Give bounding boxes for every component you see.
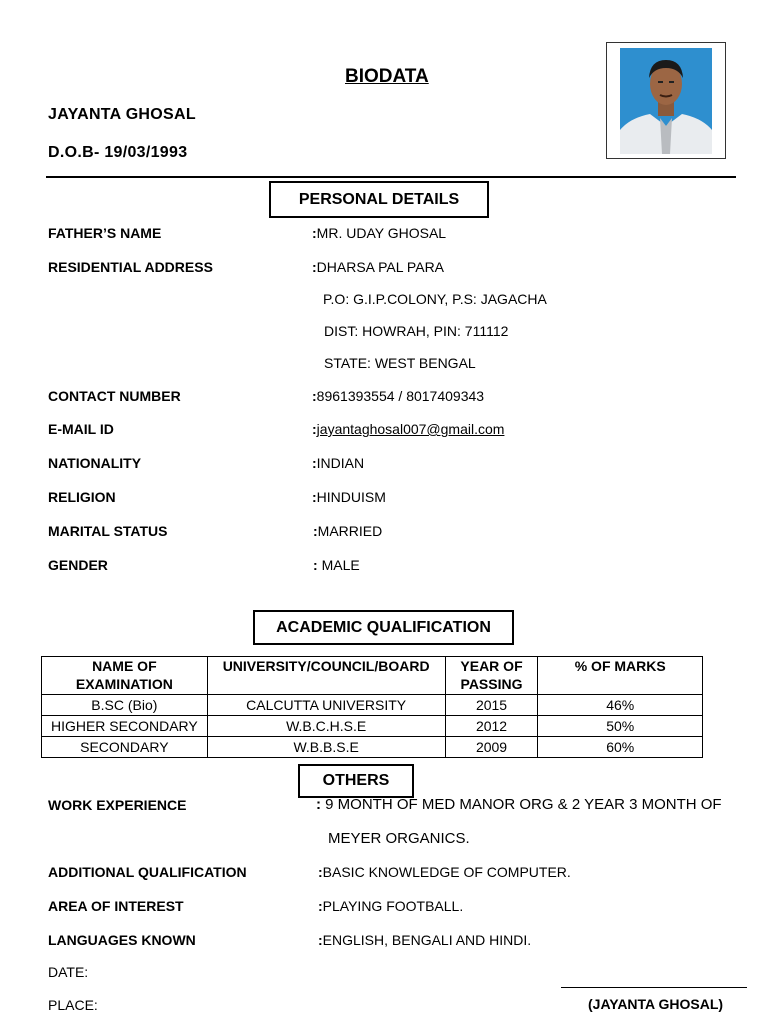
address-line-1: DHARSA PAL PARA (316, 259, 445, 275)
father-name-value: MR. UDAY GHOSAL (316, 225, 447, 241)
work-experience-row (316, 796, 722, 813)
religion-label: RELIGION (48, 489, 116, 505)
cell-board: CALCUTTA UNIVERSITY (207, 695, 445, 716)
cell-examination: B.SC (Bio) (42, 695, 208, 716)
nationality-row (312, 455, 364, 471)
cell-year: 2015 (445, 695, 538, 716)
address-line-4: STATE: WEST BENGAL (324, 355, 476, 371)
table-header-row (42, 657, 703, 695)
colon: : (313, 523, 318, 539)
colon: : (312, 455, 317, 471)
marital-status-label: MARITAL STATUS (48, 523, 168, 539)
marital-status-row (313, 523, 382, 539)
colon: : (316, 796, 321, 813)
area-of-interest-value: PLAYING FOOTBALL. (322, 898, 464, 914)
date-label: DATE: (48, 964, 89, 980)
area-of-interest-label: AREA OF INTEREST (48, 898, 184, 914)
religion-value: HINDUISM (316, 489, 386, 505)
document-title: BIODATA (345, 66, 429, 87)
work-experience-line-1: 9 MONTH OF MED MANOR ORG & 2 YEAR 3 MONTH OF (325, 796, 722, 813)
academic-table (41, 656, 703, 758)
father-name-row (312, 225, 446, 241)
header-examination: NAME OF EXAMINATION (42, 657, 208, 695)
gender-row (313, 557, 360, 573)
colon: : (318, 898, 323, 914)
signature-name: (JAYANTA GHOSAL) (588, 996, 724, 1012)
signature-line (561, 987, 747, 988)
cell-examination: HIGHER SECONDARY (42, 716, 208, 737)
cell-board: W.B.B.S.E (207, 737, 445, 758)
work-experience-label: WORK EXPERIENCE (48, 797, 187, 813)
table-row (42, 716, 703, 737)
colon: : (312, 388, 317, 404)
section-others: OTHERS (298, 764, 414, 798)
table-row (42, 737, 703, 758)
colon: : (318, 864, 323, 880)
marital-status-value: MARRIED (317, 523, 383, 539)
cell-marks: 50% (538, 716, 703, 737)
address-row (312, 259, 444, 275)
colon: : (318, 932, 323, 948)
religion-row (312, 489, 386, 505)
cell-marks: 46% (538, 695, 703, 716)
cell-year: 2009 (445, 737, 538, 758)
colon: : (312, 421, 317, 437)
profile-photo (620, 48, 712, 154)
address-label: RESIDENTIAL ADDRESS (48, 259, 213, 275)
section-personal-details: PERSONAL DETAILS (269, 181, 489, 218)
nationality-label: NATIONALITY (48, 455, 142, 471)
cell-examination: SECONDARY (42, 737, 208, 758)
colon: : (313, 557, 318, 573)
colon: : (312, 489, 317, 505)
additional-qualification-value: BASIC KNOWLEDGE OF COMPUTER. (322, 864, 571, 880)
gender-label: GENDER (48, 557, 108, 573)
cell-year: 2012 (445, 716, 538, 737)
gender-value: MALE (321, 557, 360, 573)
candidate-name: JAYANTA GHOSAL (48, 106, 196, 123)
date-of-birth: D.O.B- 19/03/1993 (48, 144, 188, 161)
email-label: E-MAIL ID (48, 421, 114, 437)
area-of-interest-row (318, 898, 463, 914)
address-line-3: DIST: HOWRAH, PIN: 711112 (324, 323, 509, 339)
additional-qualification-row (318, 864, 571, 880)
section-academic-qualification: ACADEMIC QUALIFICATION (253, 610, 514, 645)
header-board: UNIVERSITY/COUNCIL/BOARD (207, 657, 445, 695)
languages-known-row (318, 932, 531, 948)
header-marks: % OF MARKS (538, 657, 703, 695)
colon: : (312, 225, 317, 241)
table-row (42, 695, 703, 716)
languages-known-label: LANGUAGES KNOWN (48, 932, 196, 948)
contact-label: CONTACT NUMBER (48, 388, 181, 404)
email-link[interactable]: jayantaghosal007@gmail.com (316, 421, 505, 437)
nationality-value: INDIAN (316, 455, 365, 471)
address-line-2: P.O: G.I.P.COLONY, P.S: JAGACHA (323, 291, 547, 307)
additional-qualification-label: ADDITIONAL QUALIFICATION (48, 864, 247, 880)
contact-row (312, 388, 484, 404)
place-label: PLACE: (48, 997, 98, 1013)
cell-marks: 60% (538, 737, 703, 758)
header-divider (46, 176, 736, 178)
photo-frame (606, 42, 726, 159)
father-name-label: FATHER’S NAME (48, 225, 162, 241)
contact-value: 8961393554 / 8017409343 (316, 388, 485, 404)
work-experience-line-2: MEYER ORGANICS. (328, 830, 470, 847)
header-year: YEAR OF PASSING (445, 657, 538, 695)
languages-known-value: ENGLISH, BENGALI AND HINDI. (322, 932, 532, 948)
email-row (312, 421, 504, 437)
person-portrait-icon (620, 48, 712, 154)
cell-board: W.B.C.H.S.E (207, 716, 445, 737)
colon: : (312, 259, 317, 275)
